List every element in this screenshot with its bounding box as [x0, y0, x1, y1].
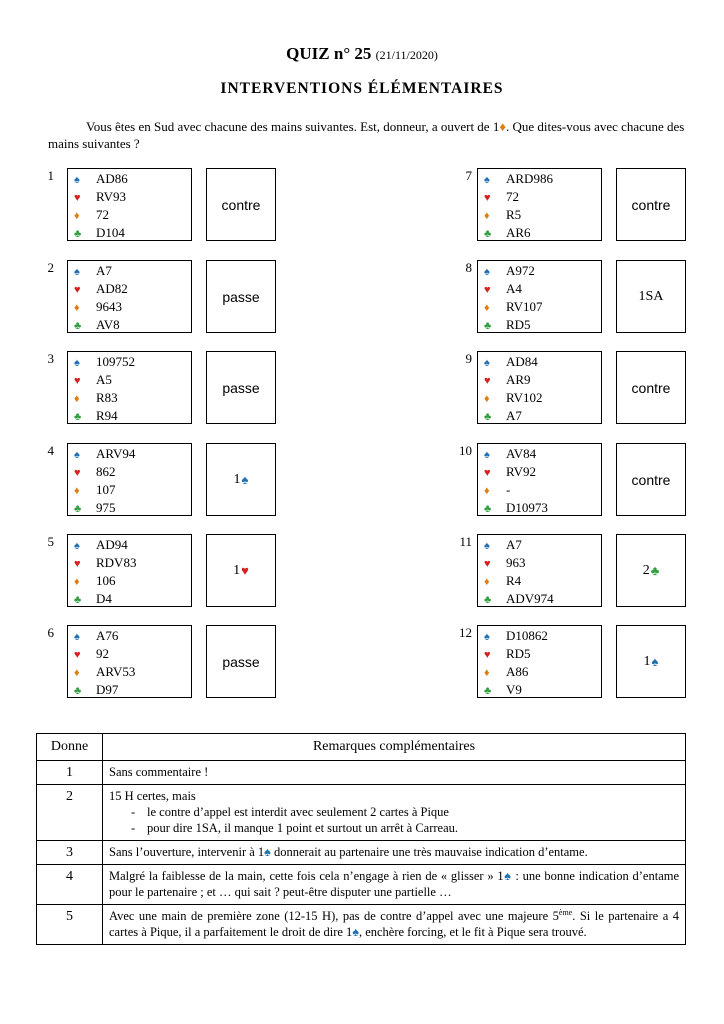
club-icon: ♣	[484, 594, 492, 606]
heart-row	[74, 188, 126, 205]
answer-text: contre	[631, 379, 671, 396]
heart-row	[74, 554, 136, 571]
spade-cards: ARD986	[506, 171, 553, 186]
diamond-cards: R4	[506, 573, 522, 588]
spade-row	[74, 627, 118, 644]
quiz-date: (21/11/2020)	[375, 48, 438, 62]
spade-cards: AD86	[96, 171, 128, 186]
heart-row	[484, 645, 531, 662]
spade-cards: A972	[506, 263, 535, 278]
club-icon: ♣	[484, 411, 492, 423]
diamond-icon: ♦	[74, 667, 80, 679]
diamond-icon: ♦	[499, 119, 506, 134]
club-icon: ♣	[74, 320, 82, 332]
heart-icon: ♥	[484, 192, 491, 204]
diamond-cards: A86	[506, 664, 529, 679]
hand-box	[477, 260, 602, 333]
club-icon: ♣	[74, 503, 82, 515]
hand-box	[477, 625, 602, 698]
answer-box	[206, 168, 276, 241]
hand-number: 8	[465, 260, 472, 275]
club-cards: A7	[506, 408, 522, 423]
remarks-table	[36, 733, 686, 945]
remark-row	[37, 785, 686, 841]
answer-text: contre	[631, 471, 671, 488]
answer-text: passe	[222, 653, 260, 670]
heart-icon: ♥	[74, 649, 81, 661]
heart-cards: RD5	[506, 646, 531, 661]
heart-cards: 862	[96, 464, 116, 479]
diamond-row	[484, 389, 543, 406]
heart-icon: ♥	[74, 375, 81, 387]
answer-box	[206, 351, 276, 424]
spade-row	[74, 262, 112, 279]
hand-number: 4	[47, 443, 54, 458]
remark-text	[103, 785, 686, 841]
remark-bullet-text: le contre d’appel est interdit avec seulement 2 cartes à Pique	[147, 805, 449, 819]
diamond-icon: ♦	[74, 210, 80, 222]
diamond-row	[74, 481, 116, 498]
answer-box	[616, 260, 686, 333]
heart-row	[74, 645, 109, 662]
answer-text: 1	[233, 471, 241, 487]
remark-donne: 3	[37, 841, 103, 865]
diamond-row	[74, 572, 116, 589]
hand-number: 6	[47, 625, 54, 640]
remarks-header-row	[37, 734, 686, 761]
diamond-cards: 106	[96, 573, 116, 588]
spade-icon: ♠	[74, 357, 80, 369]
heart-icon: ♥	[484, 284, 491, 296]
spade-row	[484, 353, 538, 370]
diamond-row	[484, 481, 510, 498]
spade-row	[484, 445, 536, 462]
club-cards: ADV974	[506, 591, 554, 606]
club-icon: ♣	[484, 228, 492, 240]
spade-icon: ♠	[484, 631, 490, 643]
hand-box	[67, 625, 192, 698]
heart-row	[484, 371, 531, 388]
diamond-icon: ♦	[484, 393, 490, 405]
hand-box	[67, 260, 192, 333]
hand-number: 5	[47, 534, 54, 549]
remark-text-b: : une bonne indication d’entame pour le partenaire ; et … qui sait ? peut-être disputer une partielle …	[109, 869, 680, 899]
answer-text: contre	[631, 196, 671, 213]
intro-paragraph	[48, 118, 688, 152]
remark-bullet-text: pour dire 1SA, il manque 1 point et surtout un arrêt à Carreau.	[147, 821, 459, 835]
spade-icon: ♠	[264, 845, 271, 859]
remark-text-b: . Si le partenaire a 4 cartes à Pique, il a parfaitement le droit de dire 1	[109, 909, 679, 939]
hand-box	[67, 443, 192, 516]
diamond-row	[74, 389, 118, 406]
remark-row	[37, 761, 686, 785]
club-icon: ♣	[484, 320, 492, 332]
diamond-cards: 9643	[96, 299, 122, 314]
hand-number: 3	[47, 351, 54, 366]
heart-cards: RV93	[96, 189, 127, 204]
diamond-row	[484, 572, 521, 589]
heart-cards: 963	[506, 555, 526, 570]
spade-icon: ♠	[484, 266, 490, 278]
club-row	[484, 681, 522, 698]
answer-box	[616, 168, 686, 241]
heart-cards: A5	[96, 372, 112, 387]
spade-cards: AD94	[96, 537, 128, 552]
remark-text	[103, 865, 686, 905]
diamond-icon: ♦	[484, 485, 490, 497]
heart-icon: ♥	[241, 562, 249, 578]
heart-cards: 92	[96, 646, 109, 661]
spade-row	[74, 536, 128, 553]
remark-bullet: - le contre d’appel est interdit avec seulement 2 cartes à Pique	[131, 805, 449, 819]
spade-cards: D10862	[506, 628, 548, 643]
heart-icon: ♥	[74, 467, 81, 479]
spade-icon: ♠	[484, 174, 490, 186]
answer-text: 1	[643, 653, 651, 669]
heart-row	[484, 280, 522, 297]
answer-text: 1	[233, 562, 241, 578]
heart-icon: ♥	[74, 284, 81, 296]
heart-cards: A4	[506, 281, 522, 296]
diamond-row	[484, 298, 543, 315]
hand-box	[67, 534, 192, 607]
club-icon: ♣	[74, 411, 82, 423]
club-cards: 975	[96, 500, 116, 515]
answer-box	[616, 625, 686, 698]
spade-row	[74, 353, 135, 370]
quiz-title	[0, 44, 724, 64]
spade-icon: ♠	[74, 266, 80, 278]
diamond-icon: ♦	[74, 576, 80, 588]
spade-icon: ♠	[503, 869, 512, 883]
hand-number: 1	[47, 168, 54, 183]
diamond-cards: 107	[96, 482, 116, 497]
answer-box	[206, 443, 276, 516]
answer-text: contre	[221, 196, 261, 213]
spade-row	[484, 170, 553, 187]
club-row	[484, 590, 554, 607]
spade-icon: ♠	[352, 925, 359, 939]
club-cards: D10973	[506, 500, 548, 515]
spade-icon: ♠	[74, 174, 80, 186]
remarks-col-remarks: Remarques complémentaires	[103, 734, 686, 761]
remark-bullet: - pour dire 1SA, il manque 1 point et surtout un arrêt à Carreau.	[131, 821, 459, 835]
heart-row	[74, 371, 112, 388]
hand-box	[477, 534, 602, 607]
club-row	[484, 224, 531, 241]
diamond-icon: ♦	[484, 302, 490, 314]
diamond-cards: RV107	[506, 299, 543, 314]
answer-box	[616, 443, 686, 516]
remarks-col-donne: Donne	[37, 734, 103, 761]
remark-text-c: , enchère forcing, et le fit à Pique sera trouvé.	[358, 925, 587, 939]
remark-text-line: 15 H certes, mais	[109, 789, 196, 803]
diamond-cards: 72	[96, 207, 109, 222]
answer-box	[616, 534, 686, 607]
heart-icon: ♥	[74, 192, 81, 204]
heart-row	[74, 463, 116, 480]
club-cards: AR6	[506, 225, 531, 240]
quiz-title-text: QUIZ n° 25	[286, 44, 372, 63]
remark-row	[37, 865, 686, 905]
club-row	[484, 407, 522, 424]
spade-icon: ♠	[74, 540, 80, 552]
hand-box	[477, 443, 602, 516]
diamond-icon: ♦	[74, 393, 80, 405]
heart-cards: RV92	[506, 464, 537, 479]
remark-text-b: donnerait au partenaire une très mauvaise indication d’entame.	[270, 845, 588, 859]
club-row	[74, 224, 125, 241]
club-row	[484, 316, 531, 333]
diamond-row	[484, 206, 521, 223]
club-icon: ♣	[74, 594, 82, 606]
remark-text	[103, 841, 686, 865]
answer-box	[616, 351, 686, 424]
remark-row	[37, 841, 686, 865]
club-row	[74, 499, 116, 516]
hand-number: 7	[465, 168, 472, 183]
spade-icon: ♠	[74, 449, 80, 461]
hand-box	[477, 351, 602, 424]
spade-cards: A7	[96, 263, 112, 278]
heart-icon: ♥	[74, 558, 81, 570]
diamond-icon: ♦	[74, 485, 80, 497]
remark-text: Sans commentaire !	[103, 761, 686, 785]
hand-box	[67, 351, 192, 424]
intro-text-2: . Que dites-vous avec chacune des mains suivantes ?	[48, 119, 685, 151]
spade-row	[74, 170, 128, 187]
hand-number: 11	[459, 534, 472, 549]
remark-text-a: Sans l’ouverture, intervenir à 1	[109, 845, 265, 859]
heart-icon: ♥	[484, 558, 491, 570]
spade-row	[74, 445, 135, 462]
spade-cards: A7	[506, 537, 522, 552]
heart-row	[484, 188, 519, 205]
heart-cards: AR9	[506, 372, 531, 387]
diamond-icon: ♦	[484, 210, 490, 222]
spade-cards: A76	[96, 628, 119, 643]
heart-row	[484, 463, 536, 480]
club-cards: D97	[96, 682, 119, 697]
club-row	[484, 499, 548, 516]
remark-text-a: Malgré la faiblesse de la main, cette fois cela n’engage à rien de « glisser » 1	[109, 869, 504, 883]
hand-box	[477, 168, 602, 241]
remark-superscript: ème	[558, 907, 573, 917]
club-row	[74, 316, 120, 333]
diamond-cards: -	[506, 482, 511, 497]
answer-box	[206, 625, 276, 698]
club-cards: AV8	[96, 317, 120, 332]
club-icon: ♣	[484, 503, 492, 515]
intro-text-1: Vous êtes en Sud avec chacune des mains suivantes. Est, donneur, a ouvert de 1	[86, 119, 500, 134]
club-icon: ♣	[74, 685, 82, 697]
diamond-cards: R83	[96, 390, 118, 405]
spade-row	[484, 536, 522, 553]
diamond-row	[74, 206, 109, 223]
club-cards: R94	[96, 408, 118, 423]
spade-icon: ♠	[484, 540, 490, 552]
hand-number: 10	[459, 443, 472, 458]
hand-number: 9	[465, 351, 472, 366]
quiz-subtitle: INTERVENTIONS ÉLÉMENTAIRES	[220, 80, 504, 97]
spade-cards: AV84	[506, 446, 537, 461]
diamond-row	[484, 663, 528, 680]
club-row	[74, 681, 118, 698]
spade-icon: ♠	[74, 631, 80, 643]
heart-cards: 72	[506, 189, 519, 204]
club-cards: V9	[506, 682, 522, 697]
heart-row	[484, 554, 526, 571]
remark-donne: 4	[37, 865, 103, 905]
club-icon: ♣	[74, 228, 82, 240]
spade-row	[484, 262, 535, 279]
spade-cards: AD84	[506, 354, 538, 369]
spade-row	[484, 627, 548, 644]
answer-box	[206, 534, 276, 607]
club-icon: ♣	[650, 562, 660, 578]
diamond-icon: ♦	[484, 576, 490, 588]
heart-row	[74, 280, 128, 297]
club-cards: D104	[96, 225, 125, 240]
diamond-cards: RV102	[506, 390, 543, 405]
spade-icon: ♠	[484, 357, 490, 369]
spade-icon: ♠	[484, 449, 490, 461]
heart-cards: RDV83	[96, 555, 137, 570]
answer-box	[206, 260, 276, 333]
remark-text-a: Avec une main de première zone (12-15 H), pas de contre d’appel avec une majeure 5	[109, 909, 559, 923]
heart-cards: AD82	[96, 281, 128, 296]
spade-cards: ARV94	[96, 446, 136, 461]
club-cards: D4	[96, 591, 112, 606]
remark-donne: 5	[37, 905, 103, 945]
remark-row	[37, 905, 686, 945]
answer-text: 1SA	[638, 288, 664, 304]
remark-text	[103, 905, 686, 945]
hand-box	[67, 168, 192, 241]
diamond-row	[74, 663, 135, 680]
club-cards: RD5	[506, 317, 531, 332]
heart-icon: ♥	[484, 649, 491, 661]
heart-icon: ♥	[484, 375, 491, 387]
heart-icon: ♥	[484, 467, 491, 479]
club-row	[74, 407, 118, 424]
answer-text: passe	[222, 288, 260, 305]
spade-icon: ♠	[241, 471, 249, 487]
diamond-row	[74, 298, 122, 315]
spade-cards: 109752	[96, 354, 135, 369]
club-row	[74, 590, 112, 607]
answer-text: passe	[222, 379, 260, 396]
club-icon: ♣	[484, 685, 492, 697]
diamond-cards: ARV53	[96, 664, 136, 679]
remark-donne: 1	[37, 761, 103, 785]
remark-donne: 2	[37, 785, 103, 841]
hand-number: 2	[47, 260, 54, 275]
spade-icon: ♠	[651, 653, 659, 669]
answer-text: 2	[642, 562, 650, 578]
diamond-icon: ♦	[484, 667, 490, 679]
diamond-cards: R5	[506, 207, 522, 222]
diamond-icon: ♦	[74, 302, 80, 314]
hand-number: 12	[459, 625, 472, 640]
